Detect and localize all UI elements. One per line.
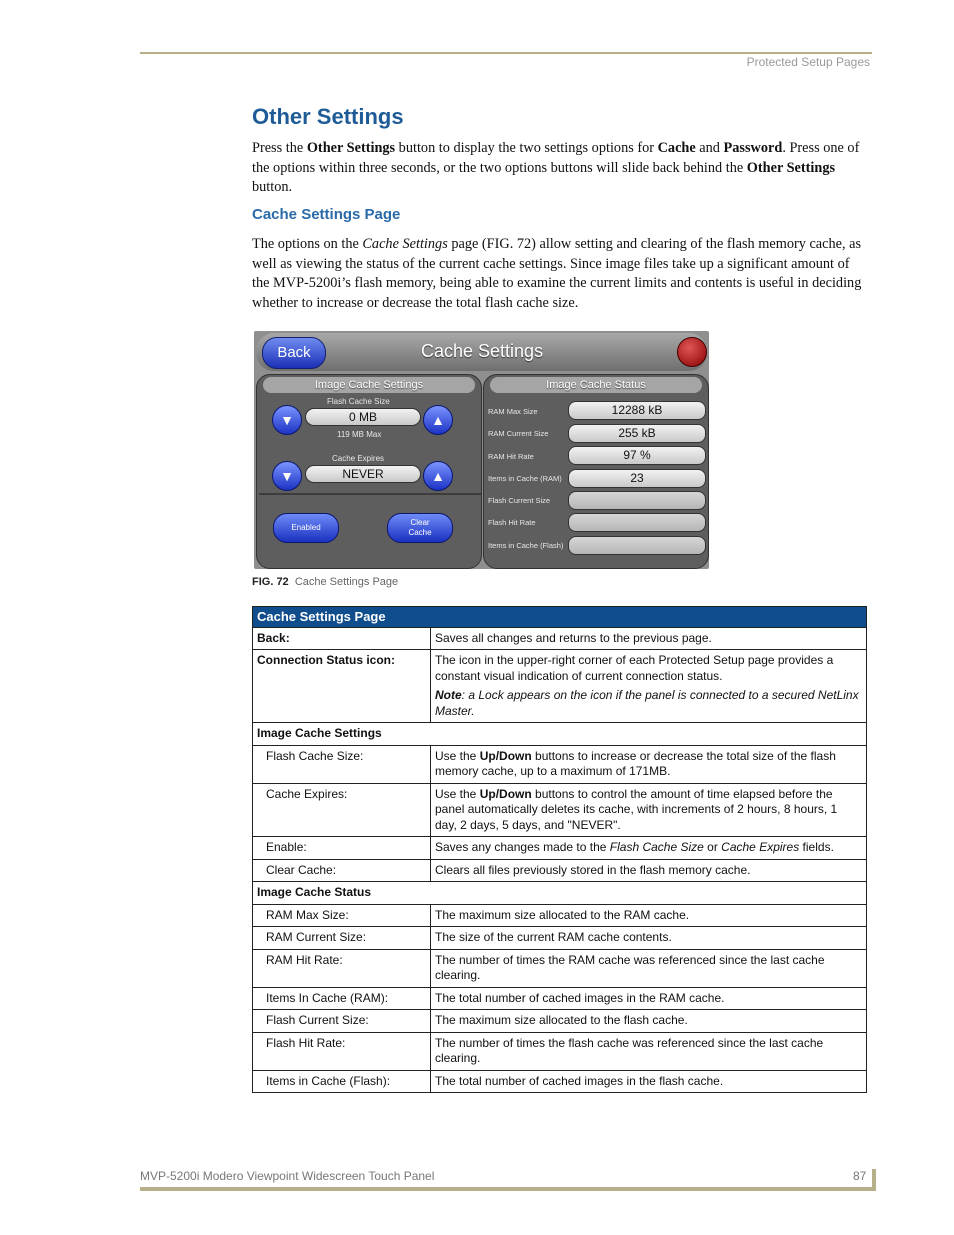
table-key: Enable: [253, 837, 431, 860]
connection-status-icon[interactable] [677, 337, 707, 367]
clear-cache-label-line: Clear [410, 518, 430, 527]
up-arrow-icon: ▲ [431, 468, 445, 484]
intro-bold: Cache [657, 140, 696, 156]
header-rule [140, 52, 872, 54]
table-key: Items in Cache (Flash): [253, 1070, 431, 1093]
description-paragraph [252, 235, 868, 313]
table-row [253, 859, 867, 882]
value-italic: Cache Expires [721, 840, 800, 854]
page-number: 87 [853, 1169, 867, 1183]
table-value [431, 837, 867, 860]
table-value-text: The icon in the upper-right corner of each Protected Setup page provides a constant visual indication of current connection status. [435, 653, 834, 683]
table-title: Cache Settings Page [253, 607, 867, 628]
value-text: Use the [435, 786, 480, 801]
desc-text: page (FIG. 72) allow setting and clearing of the flash memory cache, as well as viewing the status of the current cache settings. Since image files take up a significant amount of the MVP-5200i’s flash memory, being able to examine the current limits and contents is useful in deciding whether to increase or decrease the total flash cache size. [252, 236, 862, 311]
table-row [253, 882, 867, 905]
table-key: Flash Hit Rate: [253, 1032, 431, 1070]
group-divider [259, 493, 481, 495]
intro-text: Press the [252, 140, 307, 156]
status-label: Flash Hit Rate [488, 518, 536, 527]
table-value: The number of times the flash cache was referenced since the last cache clearing. [431, 1032, 867, 1070]
cache-settings-screenshot [254, 331, 709, 569]
flash-cache-max-label: 119 MB Max [337, 430, 382, 439]
up-arrow-icon: ▲ [431, 412, 445, 428]
intro-bold: Other Settings [746, 159, 836, 176]
table-value [431, 650, 867, 723]
table-value [431, 783, 867, 837]
status-value: 97 % [568, 446, 706, 465]
table-section-heading: Image Cache Settings [253, 723, 867, 746]
section-title: Other Settings [252, 104, 404, 129]
status-value [568, 513, 706, 532]
table-value: The maximum size allocated to the RAM cache. [431, 904, 867, 927]
status-label: Items in Cache (Flash) [488, 541, 564, 550]
status-label: RAM Max Size [488, 407, 538, 416]
figure-caption [252, 576, 398, 588]
flash-cache-size-field: 0 MB [305, 408, 421, 426]
status-label: Items in Cache (RAM) [488, 474, 562, 483]
desc-text: The options on the [252, 236, 363, 252]
down-arrow-icon: ▼ [280, 412, 294, 428]
clear-cache-button[interactable] [387, 513, 453, 543]
group-title: Image Cache Status [490, 377, 702, 393]
flash-cache-size-label: Flash Cache Size [327, 397, 390, 406]
value-bold: Up/Down [479, 786, 532, 801]
table-row [253, 1010, 867, 1033]
table-row [253, 650, 867, 723]
note-label: Note [435, 688, 462, 702]
footer-title: MVP-5200i Modero Viewpoint Widescreen Touch Panel [140, 1169, 435, 1183]
panel-title-bar [256, 333, 707, 371]
status-value: 255 kB [568, 424, 706, 443]
intro-text: button. [252, 179, 293, 195]
back-button[interactable]: Back [262, 337, 326, 369]
cache-expires-label: Cache Expires [332, 454, 385, 463]
value-bold: Up/Down [479, 748, 532, 763]
table-value: Clears all files previously stored in the flash memory cache. [431, 859, 867, 882]
footer-rule [140, 1187, 876, 1191]
down-arrow-icon: ▼ [280, 468, 294, 484]
cache-settings-table [252, 606, 867, 1093]
table-row [253, 1070, 867, 1093]
table-key: Flash Cache Size: [253, 745, 431, 783]
value-text: fields. [799, 840, 834, 854]
value-italic: Flash Cache Size [609, 840, 704, 854]
flash-size-down-button[interactable] [272, 405, 302, 435]
table-row [253, 837, 867, 860]
subsection-title: Cache Settings Page [252, 206, 401, 223]
table-value: The maximum size allocated to the flash cache. [431, 1010, 867, 1033]
table-section-heading: Image Cache Status [253, 882, 867, 905]
running-header: Protected Setup Pages [746, 55, 870, 69]
table-row [253, 904, 867, 927]
cache-expires-field: NEVER [305, 465, 421, 483]
table-key: Flash Current Size: [253, 1010, 431, 1033]
status-value [568, 536, 706, 555]
table-key: Cache Expires: [253, 783, 431, 837]
table-row [253, 1032, 867, 1070]
table-key: Items In Cache (RAM): [253, 987, 431, 1010]
status-value: 23 [568, 469, 706, 488]
value-text: Saves any changes made to the [435, 840, 610, 854]
table-value: Saves all changes and returns to the previous page. [431, 627, 867, 650]
cache-expires-up-button[interactable] [423, 461, 453, 491]
image-cache-status-group [483, 374, 709, 569]
table-key: Connection Status icon: [253, 650, 431, 723]
status-value [568, 491, 706, 510]
clear-cache-label-line: Cache [408, 528, 432, 537]
figure-number: FIG. 72 [252, 576, 289, 588]
image-cache-settings-group [256, 374, 482, 569]
table-key: RAM Hit Rate: [253, 949, 431, 987]
table-row [253, 745, 867, 783]
table-key: Clear Cache: [253, 859, 431, 882]
table-value: The number of times the RAM cache was referenced since the last cache clearing. [431, 949, 867, 987]
table-key: RAM Current Size: [253, 927, 431, 950]
intro-text: and [695, 140, 724, 156]
flash-size-up-button[interactable] [423, 405, 453, 435]
table-note [435, 688, 862, 719]
cache-expires-down-button[interactable] [272, 461, 302, 491]
intro-bold: Password [723, 140, 783, 156]
table-value: The total number of cached images in the flash cache. [431, 1070, 867, 1093]
table-value: The size of the current RAM cache contents. [431, 927, 867, 950]
table-row [253, 949, 867, 987]
table-row [253, 927, 867, 950]
table-key: RAM Max Size: [253, 904, 431, 927]
desc-italic: Cache Settings [362, 236, 448, 252]
status-label: RAM Hit Rate [488, 452, 534, 461]
table-value: The total number of cached images in the RAM cache. [431, 987, 867, 1010]
panel-title: Cache Settings [421, 341, 544, 361]
table-row [253, 783, 867, 837]
enabled-button[interactable]: Enabled [273, 513, 339, 543]
value-text: or [703, 840, 722, 854]
value-text: buttons to control the amount of time elapsed before the panel automatically deletes its cache, with increments of 2 hours, 8 hours, 1 day, 2 days, 5 days, and "NEVER". [435, 786, 838, 832]
table-row [253, 987, 867, 1010]
table-row [253, 627, 867, 650]
intro-text: . Press one of the options within three seconds, or the two options buttons will slide back behind the [252, 140, 860, 176]
value-text: Use the [435, 748, 480, 763]
note-text: : a Lock appears on the icon if the panel is connected to a secured NetLinx Master. [435, 688, 859, 718]
table-row [253, 723, 867, 746]
intro-bold: Other Settings [306, 140, 396, 156]
table-key: Back: [253, 627, 431, 650]
table-value [431, 745, 867, 783]
intro-text: button to display the two settings options for [395, 140, 658, 156]
status-value: 12288 kB [568, 401, 706, 420]
status-label: Flash Current Size [488, 496, 551, 505]
intro-paragraph [252, 139, 868, 198]
status-label: RAM Current Size [488, 429, 549, 438]
value-text: buttons to increase or decrease the total size of the flash memory cache, up to a maximum of 171MB. [435, 748, 836, 778]
figure-caption-text: Cache Settings Page [294, 576, 399, 588]
group-title: Image Cache Settings [263, 377, 475, 393]
